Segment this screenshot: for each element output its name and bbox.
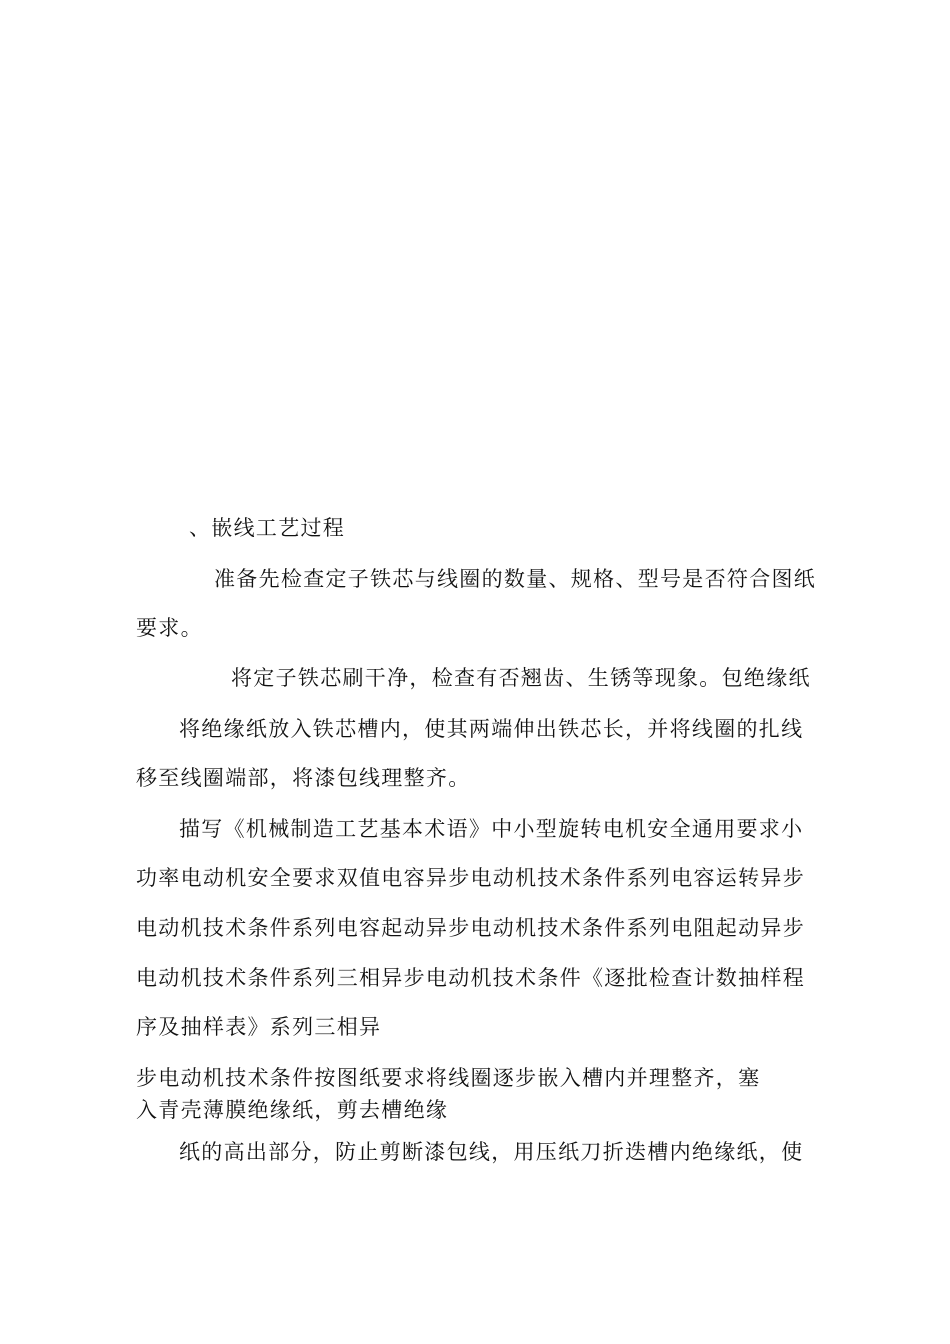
paragraph-line: 电动机技术条件系列三相异步电动机技术条件《逐批检查计数抽样程: [136, 966, 805, 990]
paragraph-line: 准备先检查定子铁芯与线圈的数量、规格、型号是否符合图纸: [214, 567, 817, 591]
section-heading: 、嵌线工艺过程: [189, 516, 346, 540]
paragraph-line: 电动机技术条件系列电容起动异步电动机技术条件系列电阻起动异步: [136, 916, 805, 940]
paragraph-line: 功率电动机安全要求双值电容异步电动机技术条件系列电容运转异步: [136, 866, 805, 890]
paragraph-line: 序及抽样表》系列三相异: [136, 1015, 382, 1039]
paragraph-line: 步电动机技术条件按图纸要求将线圈逐步嵌入槽内并理整齐，塞: [136, 1066, 761, 1090]
paragraph-line: 要求。: [136, 616, 203, 640]
paragraph-line: 将绝缘纸放入铁芯槽内，使其两端伸出铁芯长，并将线圈的扎线: [179, 717, 804, 741]
paragraph-line: 移至线圈端部，将漆包线理整齐。: [136, 766, 471, 790]
paragraph-line: 纸的高出部分，防止剪断漆包线，用压纸刀折迭槽内绝缘纸，使: [179, 1140, 804, 1164]
paragraph-line: 入青壳薄膜绝缘纸，剪去槽绝缘: [136, 1098, 449, 1122]
paragraph-line: 将定子铁芯刷干净，检查有否翘齿、生锈等现象。包绝缘纸: [231, 666, 811, 690]
paragraph-line: 描写《机械制造工艺基本术语》中小型旋转电机安全通用要求小: [179, 817, 804, 841]
